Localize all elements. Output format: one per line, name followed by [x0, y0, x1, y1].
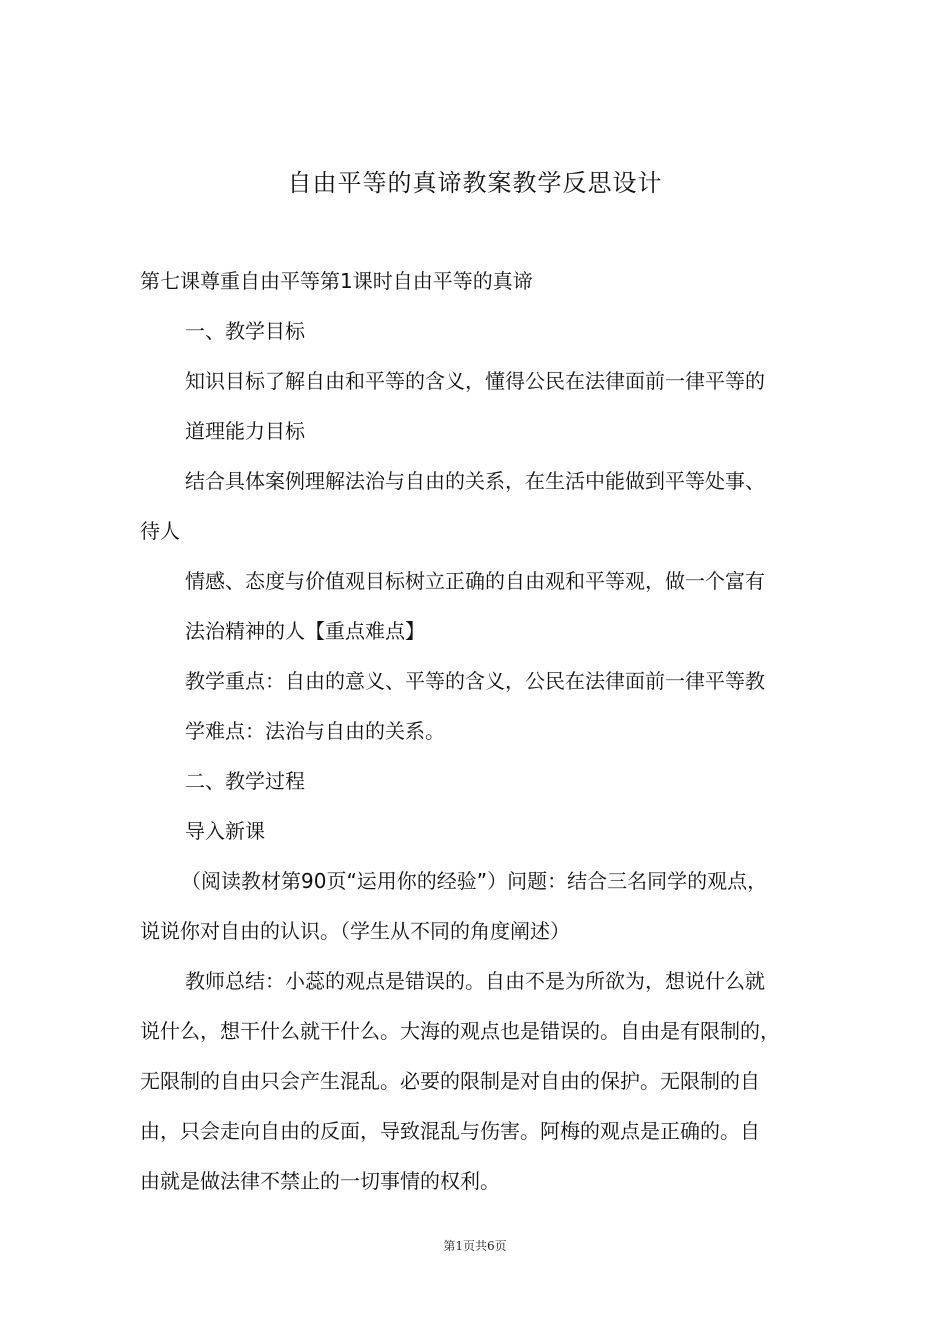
subsection-heading: 导入新课	[185, 819, 265, 843]
paragraph-line: 道理能力目标	[185, 419, 305, 443]
paragraph-line: 待人	[140, 519, 180, 543]
paragraph-line: 法治精神的人【重点难点】	[185, 619, 425, 643]
paragraph-line: 教学重点：自由的意义、平等的含义，公民在法律面前一律平等教	[185, 669, 765, 693]
paragraph-line: 说什么，想干什么就干什么。大海的观点也是错误的。自由是有限制的，	[140, 1019, 780, 1043]
paragraph-line: 说说你对自由的认识。（学生从不同的角度阐述）	[140, 919, 570, 943]
paragraph-line: 教师总结：小蕊的观点是错误的。自由不是为所欲为，想说什么就	[185, 969, 765, 993]
paragraph-line: 知识目标了解自由和平等的含义，懂得公民在法律面前一律平等的	[185, 369, 765, 393]
section-heading-process: 二、教学过程	[185, 769, 305, 793]
paragraph-line: 无限制的自由只会产生混乱。必要的限制是对自由的保护。无限制的自	[140, 1069, 760, 1093]
paragraph-line: 结合具体案例理解法治与自由的关系，在生活中能做到平等处事、	[185, 469, 765, 493]
paragraph-line: 情感、态度与价值观目标树立正确的自由观和平等观，做一个富有	[185, 569, 765, 593]
section-heading-goals: 一、教学目标	[185, 319, 305, 343]
paragraph-line: （阅读教材第90页“运用你的经验”）问题：结合三名同学的观点，	[181, 869, 768, 893]
lesson-heading: 第七课尊重自由平等第1课时自由平等的真谛	[140, 269, 533, 293]
document-title: 自由平等的真谛教案教学反思设计	[287, 169, 663, 197]
paragraph-line: 学难点：法治与自由的关系。	[185, 719, 445, 743]
page-number-footer: 第1页共6页	[443, 1239, 507, 1253]
paragraph-line: 由，只会走向自由的反面，导致混乱与伤害。阿梅的观点是正确的。自	[140, 1119, 760, 1143]
paragraph-line: 由就是做法律不禁止的一切事情的权利。	[140, 1169, 500, 1193]
